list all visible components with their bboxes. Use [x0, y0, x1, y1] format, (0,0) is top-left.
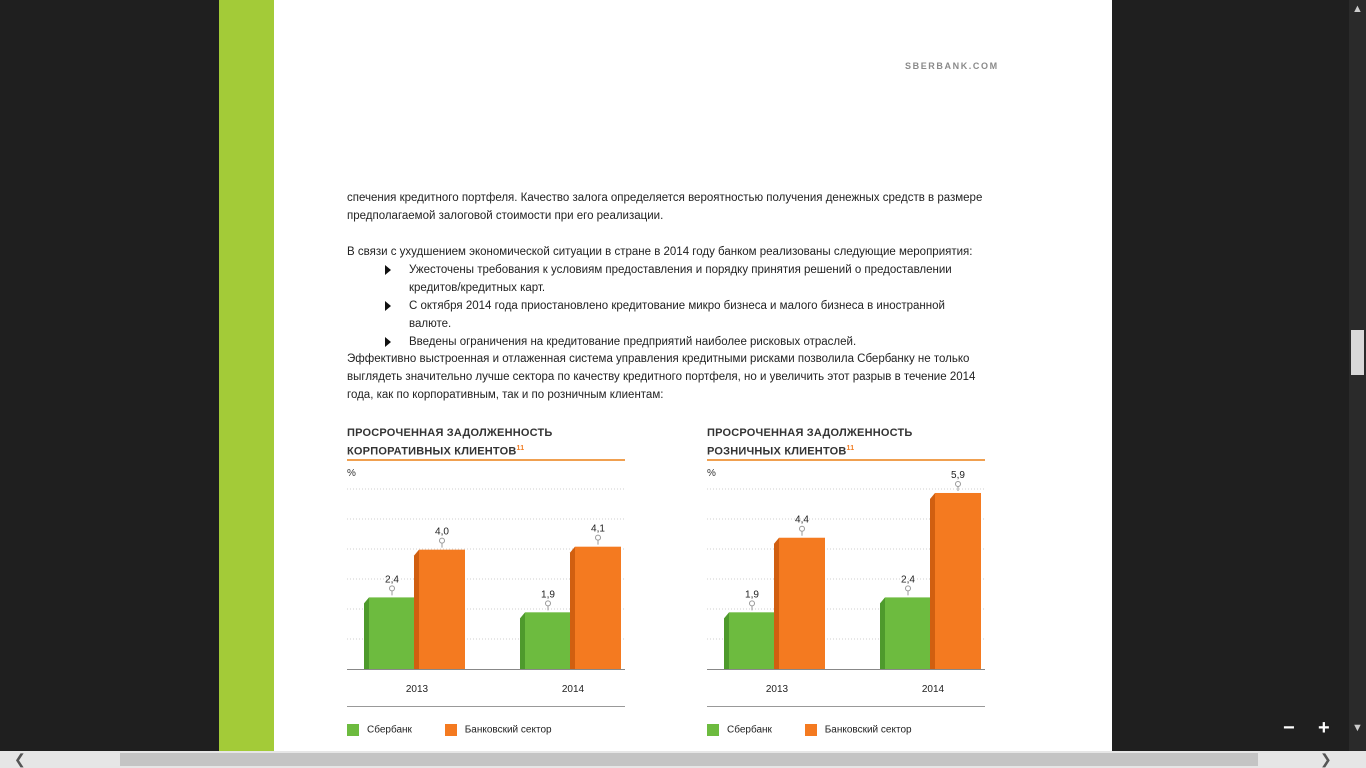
- legend-label: Сбербанк: [367, 724, 412, 736]
- bar: [729, 612, 775, 669]
- data-label: 1,9: [745, 589, 759, 601]
- accent-band: [219, 0, 274, 751]
- bullet-arrow-icon: [385, 337, 391, 347]
- x-tick-label: 2013: [765, 684, 789, 695]
- chart-title: [707, 426, 985, 460]
- scroll-left-icon[interactable]: ❮: [14, 751, 26, 767]
- data-label: 4,1: [591, 523, 605, 535]
- legend-item-sberbank: [347, 724, 412, 736]
- bar-plot: [707, 469, 985, 701]
- bar-side: [880, 597, 885, 669]
- zoom-out-button[interactable]: −: [1283, 717, 1295, 739]
- data-label: 5,9: [951, 469, 965, 481]
- legend-item-sberbank: [707, 724, 772, 736]
- list-item-text: С октября 2014 года приостановлено кредитование микро бизнеса и малого бизнеса в иностранной валюте.: [409, 300, 945, 330]
- bar-side: [364, 597, 369, 669]
- vertical-scroll-thumb[interactable]: [1351, 330, 1364, 375]
- bar-side: [520, 612, 525, 669]
- bar-side: [724, 612, 729, 669]
- title-rule: [347, 459, 625, 461]
- bar-side: [414, 550, 419, 669]
- paragraph-collateral: спечения кредитного портфеля. Качество залога определяется вероятностью получения денежных средств в размере предполагаемой залоговой стоимости при его реализации.: [347, 192, 983, 222]
- label-dot: [596, 535, 601, 540]
- bullet-arrow-icon: [385, 301, 391, 311]
- bar: [419, 550, 465, 669]
- x-tick-label: 2013: [405, 684, 429, 695]
- data-label: 1,9: [541, 589, 555, 601]
- legend-label: Сбербанк: [727, 724, 772, 736]
- legend-swatch: [445, 724, 457, 736]
- footnote-mark: 11: [516, 445, 525, 452]
- measures-list: [347, 261, 985, 351]
- label-dot: [906, 586, 911, 591]
- legend-item-sector: [805, 724, 912, 736]
- bar-side: [570, 547, 575, 669]
- label-dot: [546, 601, 551, 606]
- x-tick-label: 2014: [561, 684, 585, 695]
- label-dot: [956, 481, 961, 486]
- unit-label: %: [707, 468, 716, 479]
- list-item-text: Ужесточены требования к условиям предоставления и порядку принятия решений о предоставлении кредитов/кредитных карт.: [409, 264, 952, 294]
- bar: [779, 538, 825, 669]
- legend: [347, 724, 582, 736]
- data-label: 4,4: [795, 514, 809, 526]
- chart-corporate: [347, 426, 625, 746]
- document-page: [219, 0, 1112, 751]
- legend-item-sector: [445, 724, 552, 736]
- footnote-mark: 11: [846, 445, 855, 452]
- list-item-text: Введены ограничения на кредитование предприятий наиболее рисковых отраслей.: [409, 336, 857, 348]
- label-dot: [750, 601, 755, 606]
- legend-label: Банковский сектор: [464, 724, 552, 736]
- label-dot: [390, 586, 395, 591]
- scroll-down-icon[interactable]: ▼: [1352, 722, 1363, 734]
- legend-swatch: [347, 724, 359, 736]
- bar: [525, 612, 571, 669]
- horizontal-scroll-thumb[interactable]: [120, 753, 1258, 766]
- scroll-right-icon[interactable]: ❯: [1320, 751, 1332, 767]
- bar: [369, 597, 415, 669]
- list-item: [347, 333, 985, 351]
- scroll-up-icon[interactable]: ▲: [1352, 3, 1363, 15]
- title-rule: [707, 459, 985, 461]
- chart-retail: [707, 426, 985, 746]
- axis-rule: [707, 706, 985, 707]
- bar-side: [774, 538, 779, 669]
- bullet-arrow-icon: [385, 265, 391, 275]
- horizontal-scrollbar[interactable]: [0, 751, 1366, 768]
- legend: [707, 724, 942, 736]
- legend-label: Банковский сектор: [824, 724, 912, 736]
- zoom-in-button[interactable]: +: [1318, 717, 1330, 739]
- axis-rule: [347, 706, 625, 707]
- data-label: 2,4: [385, 574, 399, 586]
- bar-plot: [347, 476, 625, 701]
- site-label: SBERBANK.COM: [905, 61, 999, 71]
- vertical-scrollbar[interactable]: [1349, 0, 1366, 768]
- chart-title-line1: ПРОСРОЧЕННАЯ ЗАДОЛЖЕННОСТЬ: [707, 427, 913, 439]
- data-label: 4,0: [435, 526, 449, 538]
- legend-swatch: [805, 724, 817, 736]
- chart-title-line2: РОЗНИЧНЫХ КЛИЕНТОВ: [707, 445, 847, 458]
- label-dot: [800, 526, 805, 531]
- bar-side: [930, 493, 935, 669]
- list-item: [347, 261, 985, 297]
- chart-title-line2: КОРПОРАТИВНЫХ КЛИЕНТОВ: [347, 445, 517, 458]
- label-dot: [440, 538, 445, 543]
- data-label: 2,4: [901, 574, 915, 586]
- legend-swatch: [707, 724, 719, 736]
- paragraph-measures: [347, 243, 985, 351]
- list-item: [347, 297, 985, 333]
- bar: [575, 547, 621, 669]
- paragraph-risk-system: Эффективно выстроенная и отлаженная система управления кредитными рисками позволила Сбербанку не только выглядеть значительно лучше сектора по качеству кредитного портфеля, но и увеличить этот разрыв в течение 2014 года, как по корпоративным, так и по розничным клиентам:: [347, 353, 976, 401]
- chart-title-line1: ПРОСРОЧЕННАЯ ЗАДОЛЖЕННОСТЬ: [347, 427, 553, 439]
- chart-title: [347, 426, 625, 460]
- bar: [935, 493, 981, 669]
- unit-label: %: [347, 468, 356, 479]
- bar: [885, 597, 931, 669]
- measures-intro: В связи с ухудшением экономической ситуации в стране в 2014 году банком реализованы следующие мероприятия:: [347, 246, 973, 258]
- x-tick-label: 2014: [921, 684, 945, 695]
